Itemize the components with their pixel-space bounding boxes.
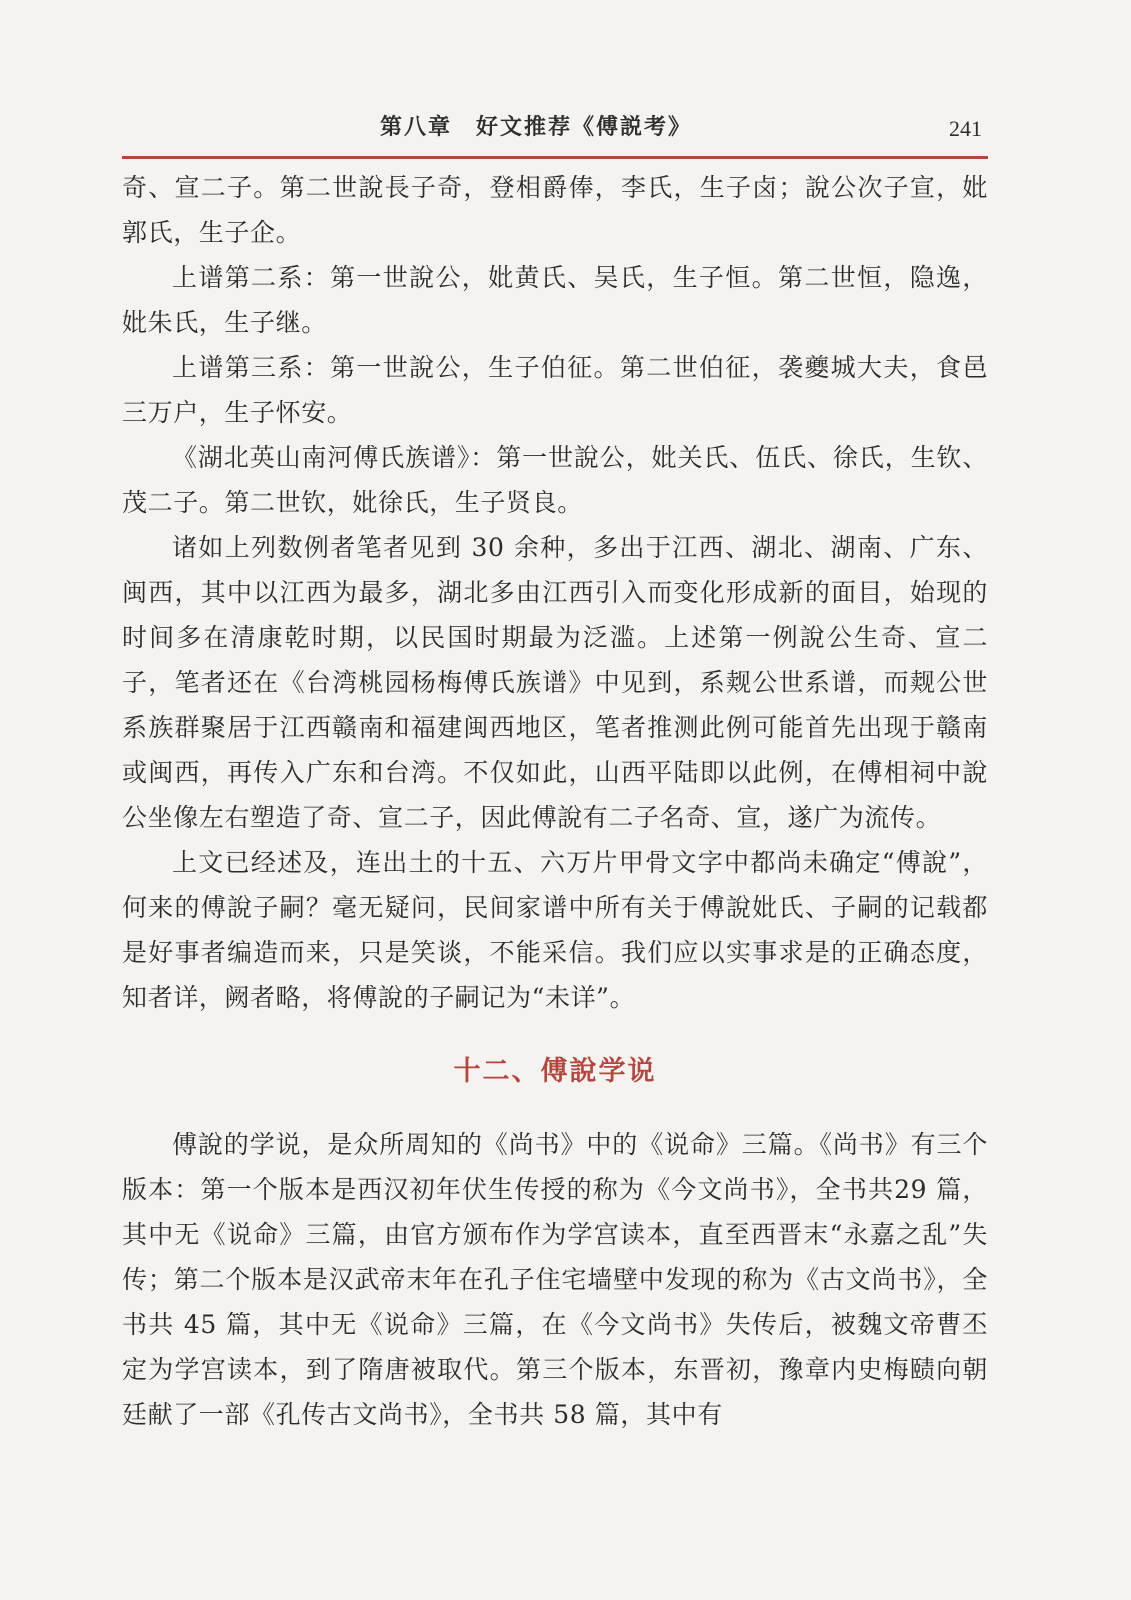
- paragraph-shangshu: 傅說的学说，是众所周知的《尚书》中的《说命》三篇。《尚书》有三个版本：第一个版本是西汉初年伏生传授的称为《今文尚书》，全书共29 篇，其中无《说命》三篇，由官方颁布作为学宫读本，直至西晋末“永嘉之乱”失传；第二个版本是汉武帝末年在孔子住宅墙壁中发现的称为《古文尚书》，全书共 45 篇，其中无《说命》三篇，在《今文尚书》失传后，被魏文帝曹丕定为学宫读本，到了隋唐被取代。第三个版本，东晋初，豫章内史梅赜向朝廷献了一部《孔传古文尚书》，全书共 58 篇，其中有: [122, 1130, 988, 1429]
- running-title: 第八章 好文推荐《傅説考》: [380, 115, 693, 140]
- paragraph-continued: 奇、宣二子。第二世說長子奇，登相爵俸，李氏，生子卤；說公次子宣，妣郭氏，生子企。: [122, 173, 988, 247]
- section-heading: 十二、傅說学说: [453, 1056, 657, 1087]
- paragraph-analysis: 诸如上列数例者笔者见到 30 余种，多出于江西、湖北、湖南、广东、闽西，其中以江西为最多，湖北多由江西引入而变化形成新的面目，始现的时间多在清康乾时期，以民国时期最为泛滥。上述第一例說公生奇、宣二子，笔者还在《台湾桃园杨梅傅氏族谱》中见到，系觌公世系谱，而觌公世系族群聚居于江西赣南和福建闽西地区，笔者推测此例可能首先出现于赣南或闽西，再传入广东和台湾。不仅如此，山西平陆即以此例，在傅相祠中說公坐像左右塑造了奇、宣二子，因此傅說有二子名奇、宣，遂广为流传。: [122, 533, 988, 832]
- paragraph-conclusion: 上文已经述及，连出土的十五、六万片甲骨文字中都尚未确定“傅說”，何来的傅說子嗣？毫无疑问，民间家谱中所有关于傅說妣氏、子嗣的记载都是好事者编造而来，只是笑谈，不能采信。我们应以实事求是的正确态度，知者详，阙者略，将傅說的子嗣记为“未详”。: [122, 848, 988, 1012]
- running-header: [122, 100, 988, 159]
- paragraph-genealogy-third-line: 上谱第三系：第一世說公，生子伯征。第二世伯征，袭夔城大夫，食邑三万户，生子怀安。: [122, 353, 988, 427]
- paragraph-genealogy-second-line: 上谱第二系：第一世說公，妣黄氏、吴氏，生子恒。第二世恒，隐逸，妣朱氏，生子继。: [122, 263, 988, 337]
- paragraph-hubei-genealogy: 《湖北英山南河傅氏族谱》：第一世說公，妣关氏、伍氏、徐氏，生钦、茂二子。第二世钦，妣徐氏，生子贤良。: [122, 443, 988, 517]
- body-text: [122, 165, 988, 1437]
- page-number: 241: [949, 116, 982, 141]
